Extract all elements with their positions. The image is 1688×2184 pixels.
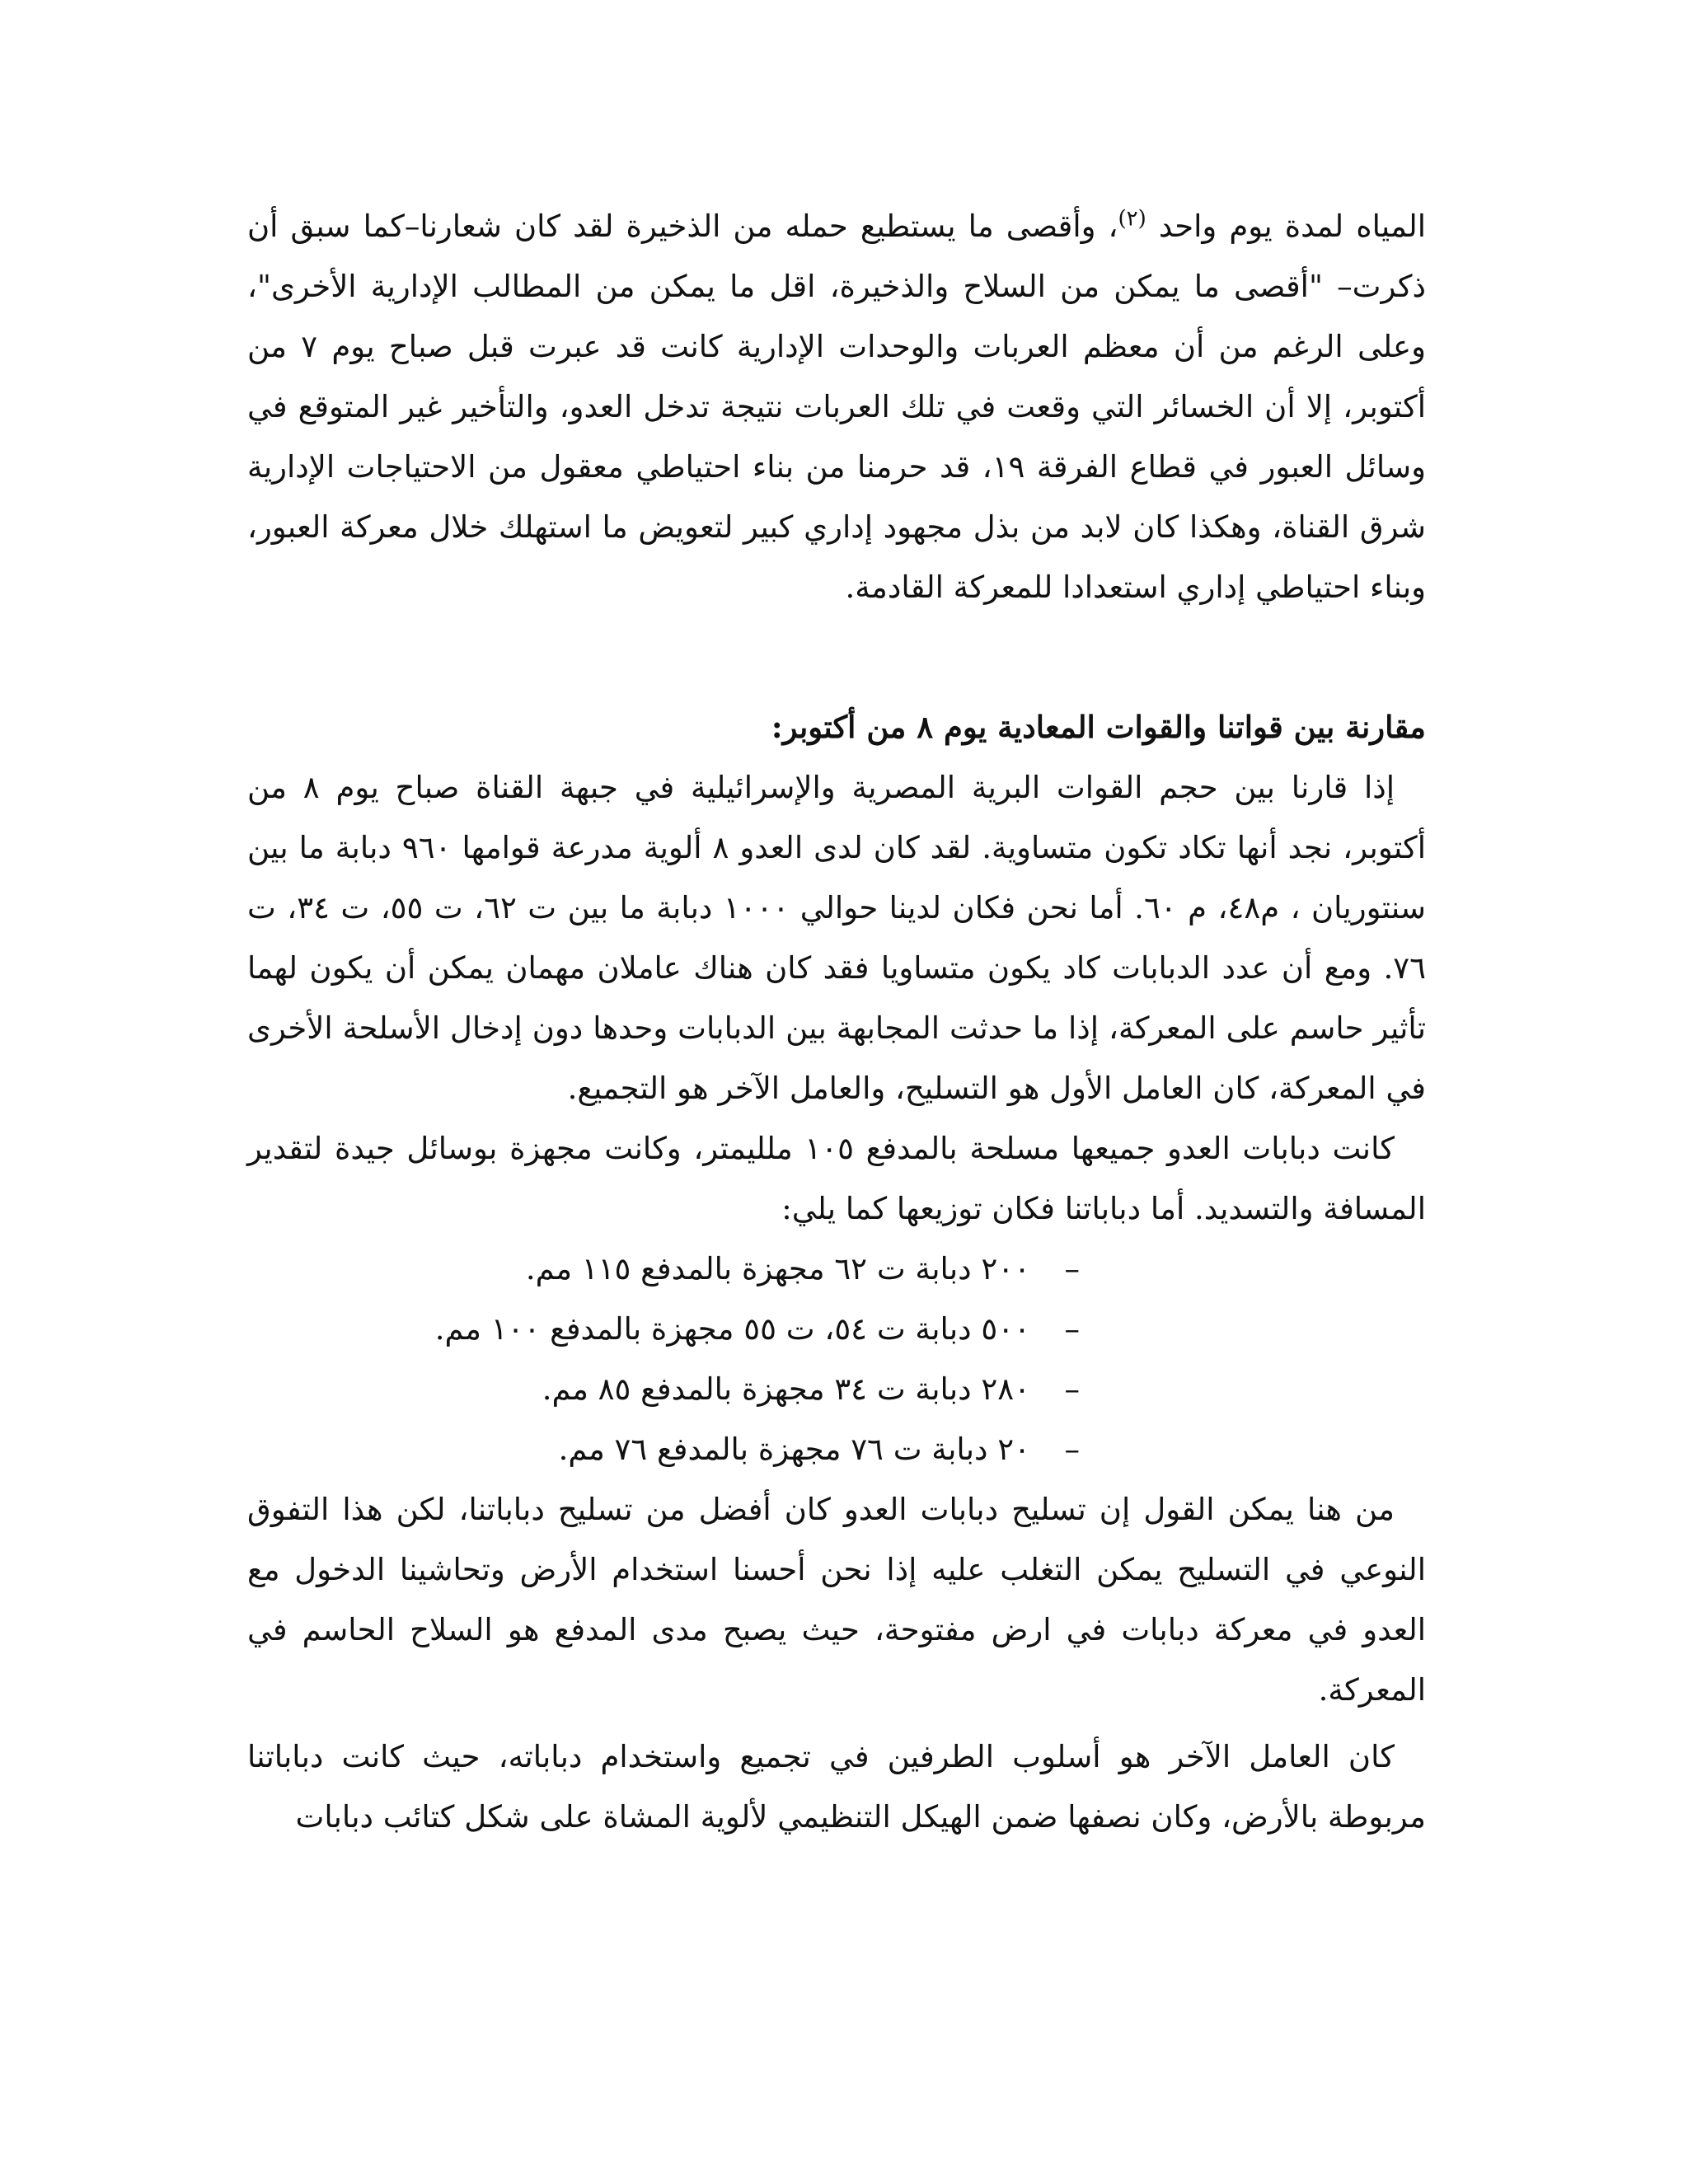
list-item-text: ٢٠ دبابة ت ٧٦ مجهزة بالمدفع ٧٦ مم. [558, 1432, 1030, 1467]
paragraph-2: إذا قارنا بين حجم القوات البرية المصرية والإسرائيلية في جبهة القناة صباح يوم ٨ من أكتوبر، نجد أنها تكاد تكون متساوية. لقد كان لدى العدو ٨ ألوية مدرعة قوامها ٩٦٠ دبابة ما بين سنتوريان ، م٤٨، م ٦٠. أما نحن فكان لدينا حوالي ١٠٠٠ دبابة ما بين ت ٦٢، ت ٥٥، ت ٣٤، ت ٧٦. ومع أن عدد الدبابات كاد يكون متساويا فقد كان هناك عاملان مهمان يمكن أن يكون لهما تأثير حاسم على المعركة، إذا ما حدثت المجابهة بين الدبابات وحدها دون إدخال الأسلحة الأخرى في المعركة، كان العامل الأول هو التسليح، والعامل الآخر هو التجميع. [247, 770, 1427, 1106]
paragraph-1-start: المياه لمدة يوم واحد [1146, 209, 1426, 244]
list-dash: – [1064, 1432, 1080, 1467]
list-item [247, 1239, 1426, 1299]
section-heading: مقارنة بين قواتنا والقوات المعادية يوم ٨ من أكتوبر: [771, 709, 1426, 745]
list-item [247, 1299, 1426, 1359]
list-item-text: ٥٠٠ دبابة ت ٥٤، ت ٥٥ مجهزة بالمدفع ١٠٠ مم. [434, 1311, 1030, 1347]
tank-distribution-list [247, 1239, 1426, 1479]
paragraph-4: من هنا يمكن القول إن تسليح دبابات العدو كان أفضل من تسليح دباباتنا، لكن هذا التفوق النوعي في التسليح يمكن التغلب عليه إذا نحن أحسنا استخدام الأرض وتحاشينا الدخول مع العدو في معركة دبابات في ارض مفتوحة، حيث يصبح مدى المدفع هو السلاح الحاسم في المعركة. [247, 1492, 1426, 1708]
text-column [247, 196, 1426, 1847]
paragraph-5: كان العامل الآخر هو أسلوب الطرفين في تجميع واستخدام دباباته، حيث كانت دباباتنا مربوطة بالأرض، وكان نصفها ضمن الهيكل التنظيمي لألوية المشاة على شكل كتائب دبابات [247, 1739, 1426, 1835]
paragraph-spacer [247, 1720, 1426, 1727]
list-item [247, 1419, 1426, 1479]
list-dash: – [1064, 1371, 1080, 1407]
paragraph-1-rest: ، وأقصى ما يستطيع حمله من الذخيرة لقد كان شعارنا–كما سبق أن ذكرت– "أقصى ما يمكن من السلاح والذخيرة، اقل ما يمكن من المطالب الإدارية الأخرى"، وعلى الرغم من أن معظم العربات والوحدات الإدارية كانت قد عبرت قبل صباح يوم ٧ من أكتوبر، إلا أن الخسائر التي وقعت في تلك العربات نتيجة تدخل العدو، والتأخير غير المتوقع في وسائل العبور في قطاع الفرقة ١٩، قد حرمنا من بناء احتياطي معقول من الاحتياجات الإدارية شرق القناة، وهكذا كان لابد من بذل مجهود إداري كبير لتعويض ما استهلك خلال معركة العبور، وبناء احتياطي إداري استعدادا للمعركة القادمة. [247, 209, 1426, 605]
list-item [247, 1359, 1426, 1419]
list-item-text: ٢٠٠ دبابة ت ٦٢ مجهزة بالمدفع ١١٥ مم. [525, 1251, 1030, 1286]
list-item-text: ٢٨٠ دبابة ت ٣٤ مجهزة بالمدفع ٨٥ مم. [542, 1371, 1030, 1407]
paragraph-3: كانت دبابات العدو جميعها مسلحة بالمدفع ١٠٥ ملليمتر، وكانت مجهزة بوسائل جيدة لتقدير المسافة والتسديد. أما دباباتنا فكان توزيعها كما يلي: [247, 1131, 1426, 1226]
footnote-marker[interactable]: (٢) [1118, 206, 1146, 232]
paragraph-1 [247, 196, 1426, 617]
list-dash: – [1064, 1311, 1080, 1347]
list-dash: – [1064, 1251, 1080, 1286]
